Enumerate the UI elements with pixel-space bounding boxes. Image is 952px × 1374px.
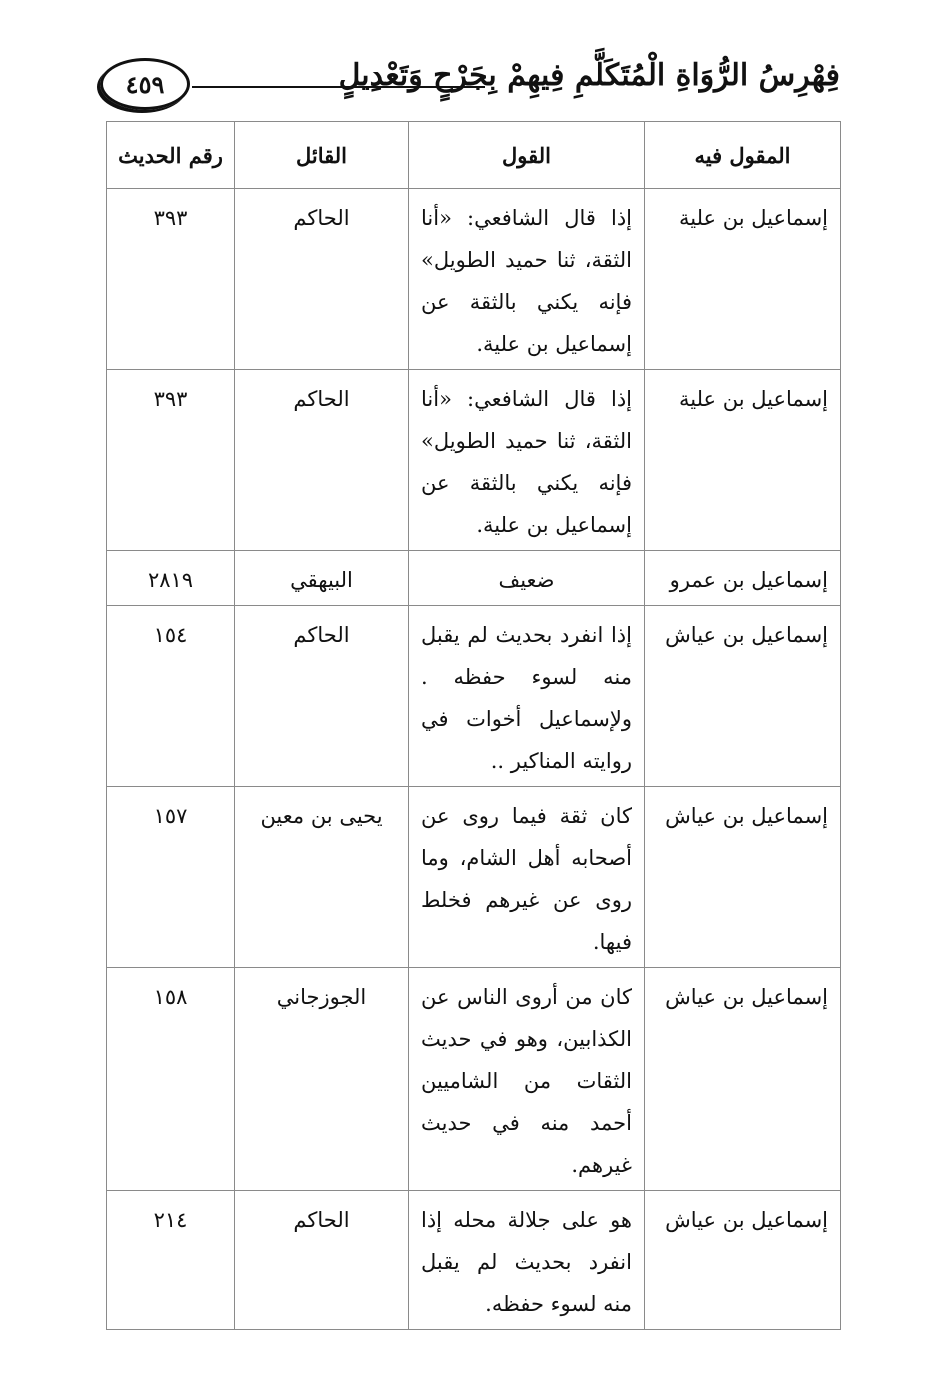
cell-hadith-number: ٣٩٣	[107, 370, 235, 551]
cell-saying: إذا قال الشافعي: «أنا الثقة، ثنا حميد الطويل» فإنه يكني بالثقة عن إسماعيل بن علية.	[409, 370, 645, 551]
cell-hadith-number: ٢٨١٩	[107, 551, 235, 606]
table-header-row	[107, 122, 841, 189]
column-header-subject: المقول فيه	[645, 122, 841, 189]
column-header-saying: القول	[409, 122, 645, 189]
cell-subject: إسماعيل بن عياش	[645, 1191, 841, 1330]
cell-saying: ضعيف	[409, 551, 645, 606]
cell-hadith-number: ١٥٧	[107, 787, 235, 968]
cell-hadith-number: ١٥٨	[107, 968, 235, 1191]
table-row	[107, 606, 841, 787]
page-number-badge: ٤٥٩	[100, 58, 190, 110]
table-row	[107, 968, 841, 1191]
cell-saying: هو على جلالة محله إذا انفرد بحديث لم يقبل منه لسوء حفظه.	[409, 1191, 645, 1330]
cell-hadith-number: ٣٩٣	[107, 189, 235, 370]
column-header-sayer: القائل	[235, 122, 409, 189]
cell-saying: إذا قال الشافعي: «أنا الثقة، ثنا حميد الطويل» فإنه يكني بالثقة عن إسماعيل بن علية.	[409, 189, 645, 370]
cell-sayer: البيهقي	[235, 551, 409, 606]
narrators-index-table	[106, 121, 841, 1330]
cell-subject: إسماعيل بن علية	[645, 189, 841, 370]
cell-subject: إسماعيل بن عياش	[645, 787, 841, 968]
header-rule	[192, 86, 485, 88]
column-header-hadith-number: رقم الحديث	[107, 122, 235, 189]
table-row	[107, 1191, 841, 1330]
cell-sayer: الحاكم	[235, 370, 409, 551]
cell-sayer: يحيى بن معين	[235, 787, 409, 968]
page-header	[100, 52, 840, 116]
table-row	[107, 370, 841, 551]
cell-saying: كان ثقة فيما روى عن أصحابه أهل الشام، وما روى عن غيرهم فخلط فيها.	[409, 787, 645, 968]
cell-hadith-number: ١٥٤	[107, 606, 235, 787]
cell-subject: إسماعيل بن علية	[645, 370, 841, 551]
cell-sayer: الحاكم	[235, 1191, 409, 1330]
cell-sayer: الجوزجاني	[235, 968, 409, 1191]
table-row	[107, 787, 841, 968]
table-row	[107, 551, 841, 606]
cell-hadith-number: ٢١٤	[107, 1191, 235, 1330]
cell-saying: كان من أروى الناس عن الكذابين، وهو في حديث الثقات من الشاميين أحمد منه في حديث غيرهم.	[409, 968, 645, 1191]
cell-subject: إسماعيل بن عياش	[645, 606, 841, 787]
cell-sayer: الحاكم	[235, 606, 409, 787]
cell-subject: إسماعيل بن عياش	[645, 968, 841, 1191]
table-row	[107, 189, 841, 370]
running-title: فِهْرِسُ الرُّوَاةِ الْمُتَكَلَّمِ فِيهِمْ بِجَرْحٍ وَتَعْدِيلٍ	[338, 58, 840, 93]
cell-subject: إسماعيل بن عمرو	[645, 551, 841, 606]
cell-saying: إذا انفرد بحديث لم يقبل منه لسوء حفظه . ولإسماعيل أخوات في روايته المناكير ..	[409, 606, 645, 787]
cell-sayer: الحاكم	[235, 189, 409, 370]
